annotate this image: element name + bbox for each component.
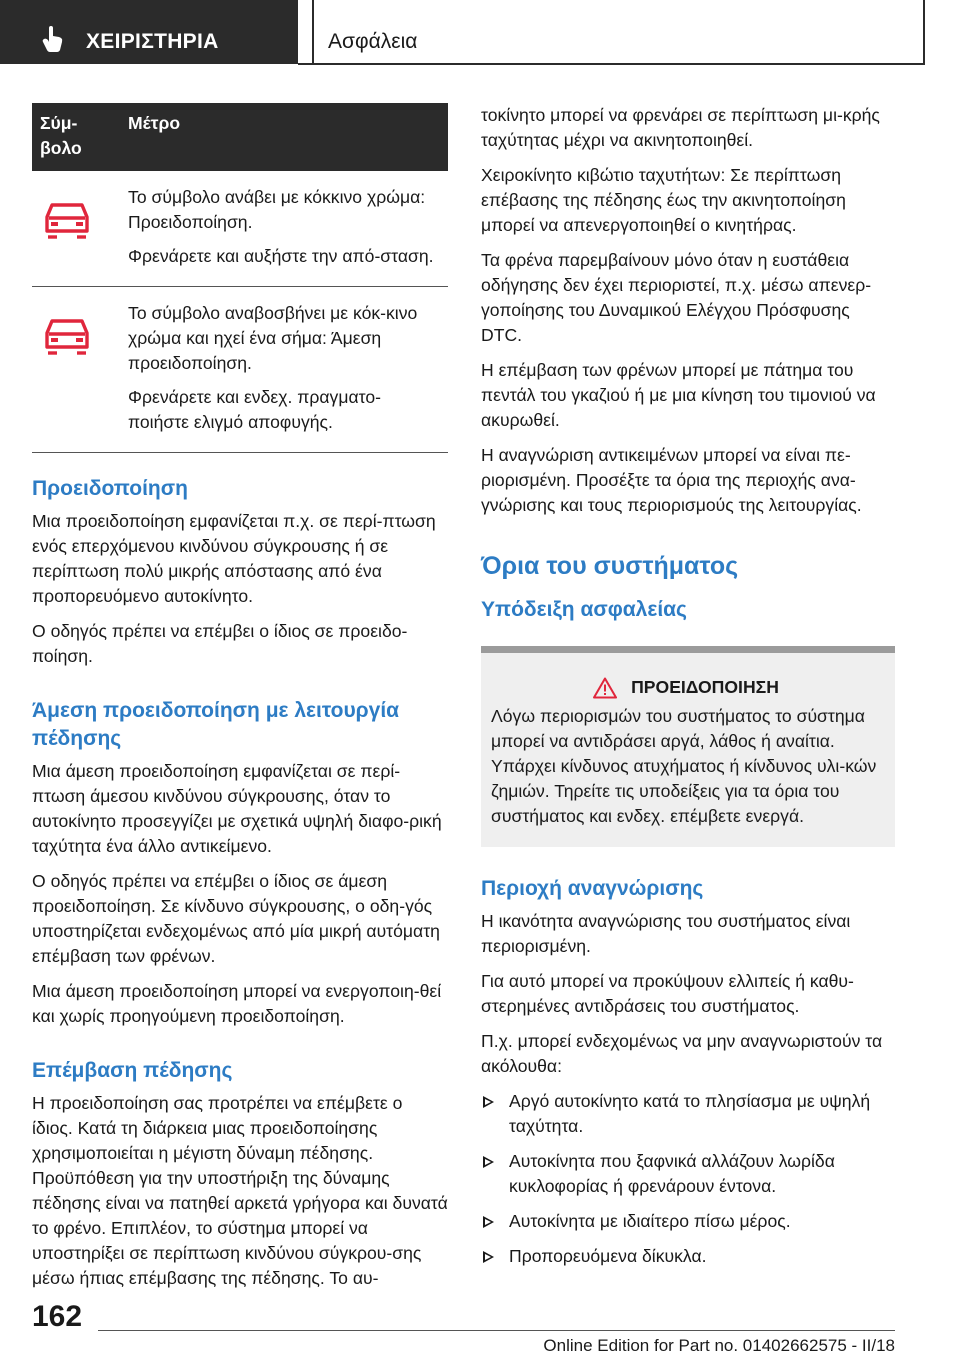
bullet-list bbox=[481, 1089, 895, 1269]
section-title: Ασφάλεια bbox=[328, 30, 418, 53]
table-row bbox=[32, 287, 448, 453]
paragraph: Μια προειδοποίηση εμφανίζεται π.χ. σε περί-πτωση ενός επερχόμενου κινδύνου σύγκρουσης ή σε περίπτωση πολύ μικρής απόστασης από ένα προπορευόμενο αυτοκίνητο. bbox=[32, 511, 436, 606]
heading-braking: Επέμβαση πέδησης bbox=[32, 1059, 233, 1082]
warning-box bbox=[481, 646, 895, 847]
paragraph: Για αυτό μπορεί να προκύψουν ελλιπείς ή καθυ-στερημένες αντιδράσεις του συστήματος. bbox=[481, 971, 854, 1016]
chapter-label: ΧΕΙΡΙΣΤΗΡΙΑ bbox=[86, 30, 219, 53]
paragraph: Η προειδοποίηση σας προτρέπει να επέμβετε ο ίδιος. Κατά τη διάρκεια μιας προειδοποίησης χρησιμοποιείται η μέγιστη δύναμη πέδησης. Προϋπόθεση για την υποστήριξη της δύναμης πέδησης είναι να πατηθεί αρκετά γρήγορα και δυνατά το φρένο. Επιπλέον, το σύστημα μπορεί να υποστηρίξει σε περίπτωση κινδύνου σύγκρου-σης μέσω ήπιας επέμβασης της πέδησης. Το αυ- bbox=[32, 1093, 448, 1288]
page-number: 162 bbox=[32, 1300, 83, 1333]
left-column bbox=[32, 103, 448, 1301]
paragraph: Ο οδηγός πρέπει να επέμβει ο ίδιος σε προειδο-ποίηση. bbox=[32, 621, 408, 666]
triangle-bullet-icon bbox=[483, 1216, 494, 1228]
row-text: Το σύμβολο αναβοσβήνει με κόκ-κινο χρώμα και ηχεί ένα σήμα: Άμεση προειδοποίηση. bbox=[128, 303, 418, 373]
heading-safety-note: Υπόδειξη ασφαλείας bbox=[481, 598, 687, 621]
warning-text: Λόγω περιορισμών του συστήματος το σύστημα μπορεί να αντιδράσει αργά, λάθος ή αναίτια. Υπάρχει κίνδυνος ατυχήματος ή κίνδυνος υλι-κών ζημιών. Τηρείτε τις υποδείξεις για τα όρια του συστήματος και ενδεχ. επέμβετε ενεργά. bbox=[491, 706, 877, 826]
symbol-table bbox=[32, 103, 448, 453]
list-item: Προπορευόμενα δίκυκλα. bbox=[481, 1244, 895, 1269]
paragraph: Μια άμεση προειδοποίηση μπορεί να ενεργοποιη-θεί και χωρίς προηγούμενη προειδοποίηση. bbox=[32, 981, 442, 1026]
heading-system-limits: Όρια του συστήματος bbox=[481, 552, 739, 580]
heading-immediate-warning: Άμεση προειδοποίηση με λειτουργία πέδησης bbox=[32, 699, 400, 750]
list-item: Αυτοκίνητα που ξαφνικά αλλάζουν λωρίδα κυκλοφορίας ή φρενάρουν έντονα. bbox=[481, 1149, 895, 1199]
table-row bbox=[32, 171, 448, 287]
chapter-tab bbox=[0, 0, 298, 64]
header-divider bbox=[312, 0, 314, 64]
row-text: Φρενάρετε και ενδεχ. πραγματο-ποιήστε ελιγμό αποφυγής. bbox=[128, 387, 381, 432]
table-header-measure: Μέτρο bbox=[120, 103, 448, 171]
heading-detection-range: Περιοχή αναγνώρισης bbox=[481, 877, 704, 900]
right-column bbox=[481, 103, 895, 1279]
red-car-icon bbox=[42, 317, 92, 357]
list-item: Αργό αυτοκίνητο κατά το πλησίασμα με υψηλή ταχύτητα. bbox=[481, 1089, 895, 1139]
header-divider-right bbox=[923, 0, 925, 64]
list-item: Αυτοκίνητα με ιδιαίτερο πίσω μέρος. bbox=[481, 1209, 895, 1234]
warning-triangle-icon bbox=[593, 677, 617, 699]
paragraph: Η αναγνώριση αντικειμένων μπορεί να είναι πε-ριορισμένη. Προσέξτε τα όρια της περιοχής ανα-γνώρισης και τους περιορισμούς της λειτουργίας. bbox=[481, 445, 862, 515]
triangle-bullet-icon bbox=[483, 1096, 494, 1108]
paragraph: Χειροκίνητο κιβώτιο ταχυτήτων: Σε περίπτωση επέβασης της πέδησης έως την ακινητοποίηση μπορεί να απενεργοποιηθεί ο κινητήρας. bbox=[481, 165, 846, 235]
paragraph: Μια άμεση προειδοποίηση εμφανίζεται σε περί-πτωση άμεσου κινδύνου σύγκρουσης, όταν το αυτοκίνητο προσεγγίζει με σχετικά υψηλή διαφο-ρική ταχύτητα ένα άλλο αντικείμενο. bbox=[32, 761, 442, 856]
paragraph: Ο οδηγός πρέπει να επέμβει ο ίδιος σε άμεση προειδοποίηση. Σε κίνδυνο σύγκρουσης, ο οδη-γός υποστηρίζεται ενδεχομένως από μία μικρή αυτόματη επέμβαση των φρένων. bbox=[32, 871, 440, 966]
paragraph: Τα φρένα παρεμβαίνουν μόνο όταν η ευστάθεια οδήγησης δεν έχει περιοριστεί, π.χ. μέσω απενερ-γοποίησης του Δυναμικού Ελέγχου Πρόσφυσης DTC. bbox=[481, 250, 872, 345]
header-rule bbox=[298, 63, 925, 65]
hand-pointer-icon bbox=[42, 26, 64, 52]
triangle-bullet-icon bbox=[483, 1251, 494, 1263]
footer-edition: Online Edition for Part no. 01402662575 - II/18 bbox=[543, 1336, 895, 1355]
paragraph: τοκίνητο μπορεί να φρενάρει σε περίπτωση μι-κρής ταχύτητας μέχρι να ακινητοποιηθεί. bbox=[481, 105, 880, 150]
heading-warning: Προειδοποίηση bbox=[32, 477, 188, 500]
paragraph: Η επέμβαση των φρένων μπορεί με πάτημα του πεντάλ του γκαζιού ή με μια κίνηση του τιμονιού να ακυρωθεί. bbox=[481, 360, 876, 430]
warning-title: ΠΡΟΕΙΔΟΠΟΙΗΣΗ bbox=[631, 677, 779, 697]
red-car-icon bbox=[42, 201, 92, 241]
row-text: Το σύμβολο ανάβει με κόκκινο χρώμα: Προειδοποίηση. bbox=[128, 187, 426, 232]
paragraph: Η ικανότητα αναγνώρισης του συστήματος είναι περιορισμένη. bbox=[481, 911, 851, 956]
row-text: Φρενάρετε και αυξήστε την από-σταση. bbox=[128, 246, 434, 266]
paragraph: Π.χ. μπορεί ενδεχομένως να μην αναγνωριστούν τα ακόλουθα: bbox=[481, 1031, 883, 1076]
triangle-bullet-icon bbox=[483, 1156, 494, 1168]
footer-rule bbox=[98, 1330, 895, 1331]
table-header-symbol: Σύμ-βολο bbox=[32, 103, 120, 171]
